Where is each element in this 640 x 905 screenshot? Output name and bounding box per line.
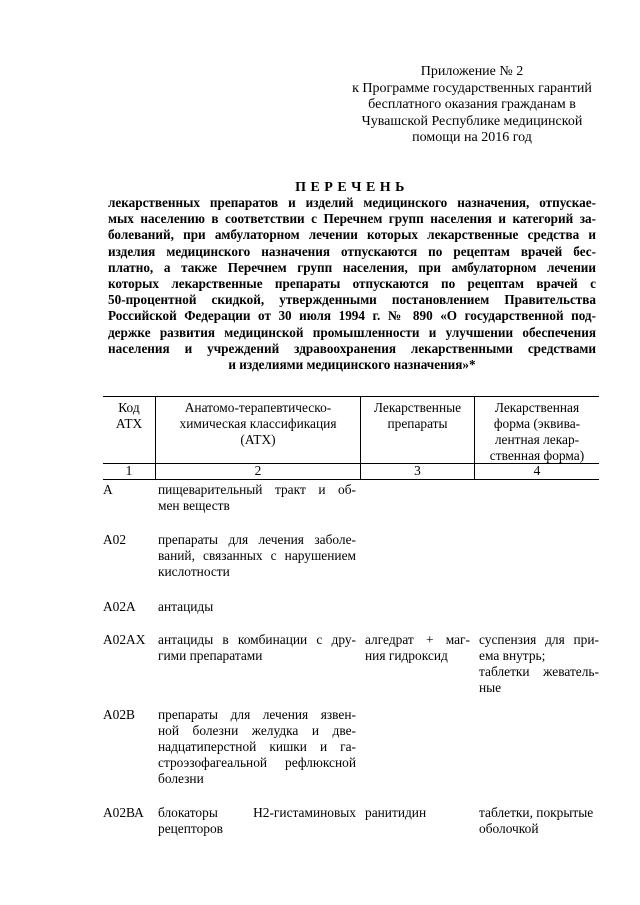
description-line: 50-процентной скидкой, утвержденными постановлением Правительства: [108, 292, 596, 308]
row-code: А02ВА: [103, 805, 144, 820]
row-code: А: [103, 482, 113, 497]
description-line: платно, а также Перечнем групп населения, при амбулаторном лечении: [108, 259, 596, 275]
document-description: [108, 195, 596, 373]
annex-line: бесплатного оказания гражданам в: [368, 97, 576, 112]
description-line: населения и учреждений здравоохранения лекарственными средствами: [108, 340, 596, 356]
header-form: Лекарственная форма (эквива- лентная лекар- ственная форма): [489, 400, 585, 463]
row-form: суспензия для при- ема внутрь; таблетки жеватель- ные: [479, 632, 599, 695]
row-code: А02А: [103, 599, 136, 614]
header-drugs: Лекарственные препараты: [373, 400, 462, 431]
row-classification: антациды: [158, 599, 214, 614]
description-line: и изделиями медицинского назначения»*: [228, 357, 476, 373]
description-line: лекарственных препаратов и изделий медицинского назначения, отпускае-: [108, 195, 596, 210]
annex-block: [352, 64, 592, 147]
row-classification: препараты для лечения язвен- ной болезни желудка и две- надцатиперстной кишки и га- строэзофагеальной рефлюксной болезни: [158, 707, 356, 786]
row-classification: антациды в комбинации с дру- гими препаратами: [158, 632, 356, 663]
annex-line: помощи на 2016 год: [412, 130, 532, 145]
column-number: 1: [125, 463, 133, 478]
header-code: Код АТХ: [115, 400, 143, 431]
row-form: таблетки, покрытые оболочкой: [479, 805, 594, 836]
drug-table: [103, 396, 599, 836]
annex-line: Приложение № 2: [420, 64, 524, 79]
row-code: А02: [103, 532, 127, 547]
annex-line: Чувашской Республике медицинской: [361, 113, 583, 129]
row-classification: препараты для лечения заболе- ваний, связанных с нарушением кислотности: [158, 532, 356, 579]
column-number: 4: [533, 463, 541, 478]
description-line: Российской Федерации от 30 июля 1994 г. № 890 «О государственной под-: [108, 308, 596, 324]
row-classification: блокаторы Н2-гистаминовых рецепторов: [158, 805, 356, 836]
row-classification: пищеварительный тракт и об- мен веществ: [158, 482, 356, 513]
column-number-row: [103, 464, 599, 480]
description-line: которых лекарственные препараты отпускаются по рецептам врачей с: [108, 276, 596, 292]
column-number: 2: [254, 463, 262, 478]
column-number: 3: [414, 463, 421, 478]
description-line: болеваний, при амбулаторном лечении которых лекарственные средства и: [108, 227, 596, 243]
row-drug: ранитидин: [365, 805, 427, 820]
header-classification: Анатомо-терапевтическо- химическая классификация (АТХ): [179, 400, 337, 447]
description-line: изделия медицинского назначения отпускаются по рецептам врачей бес-: [108, 243, 596, 259]
row-code: А02В: [103, 707, 135, 722]
table-header: [103, 396, 599, 464]
description-line: мых населению в соответствии с Перечнем групп населения и категорий за-: [108, 211, 596, 227]
annex-line: к Программе государственных гарантий: [352, 80, 592, 96]
document-heading: ПЕРЕЧЕНЬ: [295, 180, 409, 195]
description-line: держке развития медицинской промышленности и улучшении обеспечения: [108, 324, 596, 340]
row-code: А02АХ: [103, 632, 146, 647]
row-drug: алгедрат + маг- ния гидроксид: [365, 632, 470, 663]
